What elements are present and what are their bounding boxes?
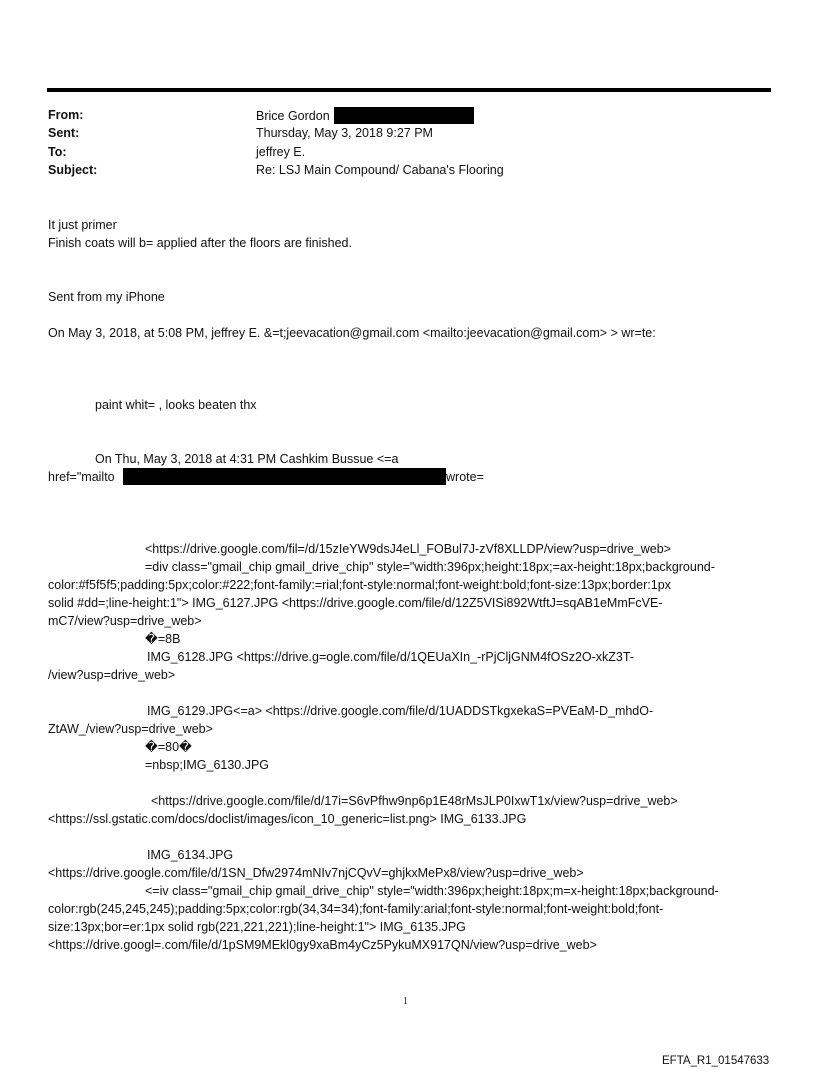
nested-header-2a: href="mailto: [48, 470, 115, 484]
to-label: To:: [48, 145, 67, 159]
redaction-box-2: [123, 468, 446, 485]
nbsp-line: =nbsp;IMG_6130.JPG: [145, 758, 270, 772]
reply-text: paint whit= , looks beaten thx: [95, 398, 257, 412]
link-6133-b[interactable]: <https://ssl.gstatic.com/docs/doclist/images/icon_10_generic=list.png> IMG_6133.JPG: [48, 812, 527, 826]
img6128-line-b: /view?usp=drive_web>: [48, 668, 176, 682]
chip1-line-c: solid #dd=;line-height:1"> IMG_6127.JPG <https://drive.google.com/file/d/12Z5VISi892WtftJ=sqAB1eMmFcVE-: [48, 596, 663, 610]
chip1-line-b: color:#f5f5f5;padding:5px;color:#222;font-family:=rial;font-style:normal;font-weight:bold;font-size:13px;border:1px: [48, 578, 671, 592]
signature: Sent from my iPhone: [48, 290, 165, 304]
body-line-2: Finish coats will b= applied after the floors are finished.: [48, 236, 352, 250]
quote-header: On May 3, 2018, at 5:08 PM, jeffrey E. &=t;jeevacation@gmail.com <mailto:jeevacation@gmail.com> > wr=te:: [48, 326, 656, 340]
to-value: jeffrey E.: [256, 145, 306, 159]
link-6134[interactable]: <https://drive.google.com/file/d/1SN_Dfw2974mNIv7njCQvV=ghjkxMePx8/view?usp=drive_web>: [48, 866, 584, 880]
chip1-line-a: =div class="gmail_chip gmail_drive_chip" style="width:396px;height:18px;=ax-height:18px;background-: [145, 560, 715, 574]
chip2-line-a: <=iv class="gmail_chip gmail_drive_chip" style="width:396px;height:18px;m=x-height:18px;background-: [145, 884, 719, 898]
drive-link-1[interactable]: <https://drive.google.com/fil=/d/15zIeYW9dsJ4eLl_FOBul7J-zVf8XLLDP/view?usp=drive_web>: [145, 542, 671, 556]
img6129-line-b: ZtAW_/view?usp=drive_web>: [48, 722, 213, 736]
from-value: [256, 107, 474, 124]
sent-label: Sent:: [48, 126, 80, 140]
chip1-line-d: mC7/view?usp=drive_web>: [48, 614, 202, 628]
link-6133-a[interactable]: <https://drive.google.com/file/d/17i=S6vPfhw9np6p1E48rMsJLP0IxwT1x/view?usp=drive_web>: [151, 794, 678, 808]
header-rule: [47, 88, 771, 92]
chip2-line-b: color:rgb(245,245,245);padding:5px;color:rgb(34,34=34);font-family:arial;font-style:normal;font-weight:bold;font-: [48, 902, 664, 916]
chip2-line-c: size:13px;bor=er:1px solid rgb(221,221,221);line-height:1"> IMG_6135.JPG: [48, 920, 466, 934]
img6134-label: IMG_6134.JPG: [147, 848, 234, 862]
subject-value: Re: LSJ Main Compound/ Cabana's Flooring: [256, 163, 504, 177]
nested-header-2b: wrote=: [446, 470, 484, 484]
nested-header-1: On Thu, May 3, 2018 at 4:31 PM Cashkim Bussue <=a: [95, 452, 399, 466]
img6128-line-a: IMG_6128.JPG <https://drive.g=ogle.com/file/d/1QEUaXIn_-rPjCljGNM4fOSz2O-xkZ3T-: [147, 650, 634, 664]
bates-number: EFTA_R1_01547633: [662, 1055, 770, 1067]
artifact-line-1: �=8B: [145, 632, 181, 646]
page-number: 1: [403, 996, 408, 1007]
subject-label: Subject:: [48, 163, 98, 177]
img6129-line-a: IMG_6129.JPG<=a> <https://drive.google.com/file/d/1UADDSTkgxekaS=PVEaM-D_mhdO-: [147, 704, 654, 718]
sent-value: Thursday, May 3, 2018 9:27 PM: [256, 126, 433, 140]
chip2-line-d[interactable]: <https://drive.googl=.com/file/d/1pSM9MEkl0gy9xaBm4yCz5PykuMX917QN/view?usp=drive_web>: [48, 938, 597, 952]
artifact-line-2: �=80�: [145, 740, 192, 754]
from-label: From:: [48, 108, 84, 122]
redaction-box: [334, 107, 474, 124]
body-line-1: It just primer: [48, 218, 117, 232]
from-name: Brice Gordon: [256, 109, 330, 123]
